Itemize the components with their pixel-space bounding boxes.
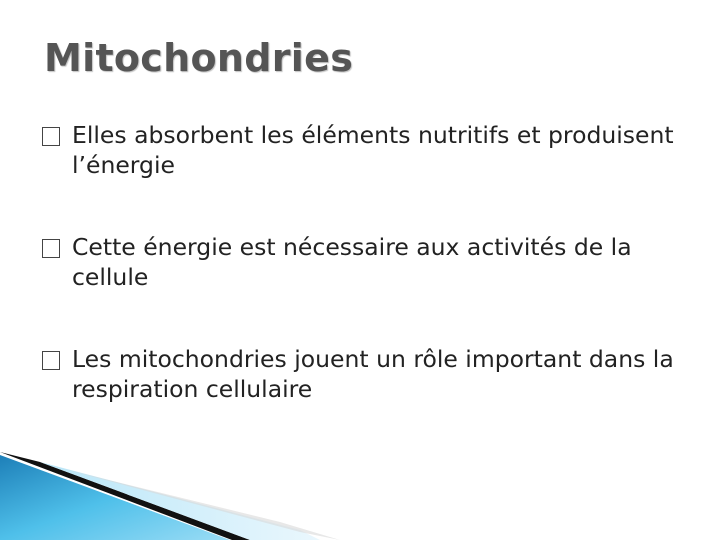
bullet-item xyxy=(42,232,682,292)
bullet-item xyxy=(42,120,682,180)
bullet-box-icon xyxy=(42,127,60,146)
bullet-box-icon xyxy=(42,351,60,370)
bullet-text: Elles absorbent les éléments nutritifs et produisent l’énergie xyxy=(72,121,674,179)
bullet-item xyxy=(42,344,682,404)
bullet-list xyxy=(42,120,682,456)
bullet-text: Cette énergie est nécessaire aux activités de la cellule xyxy=(72,233,632,291)
decorative-corner-swoosh xyxy=(0,440,340,540)
bullet-text: Les mitochondries jouent un rôle important dans la respiration cellulaire xyxy=(72,345,674,403)
bullet-box-icon xyxy=(42,239,60,258)
slide-title: Mitochondries xyxy=(44,36,354,80)
